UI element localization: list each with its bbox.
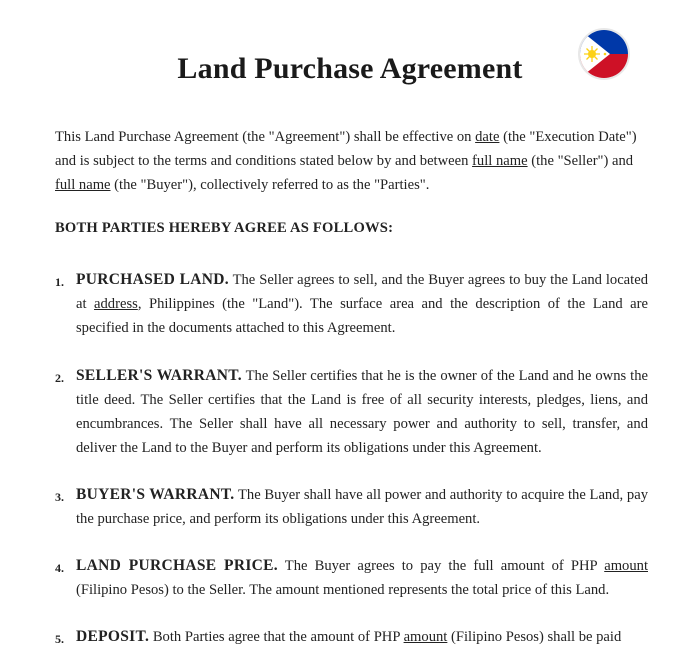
seller-name-placeholder[interactable]: full name — [472, 153, 528, 169]
document-title: Land Purchase Agreement — [177, 52, 523, 85]
intro-text: (the "Execution Date") and is subject to the terms and conditions stated below by and between — [55, 129, 637, 169]
clause-number: 1. — [55, 275, 64, 289]
section-heading: BOTH PARTIES HEREBY AGREE AS FOLLOWS: — [55, 220, 394, 236]
clause-body — [76, 625, 648, 649]
clause-body — [76, 554, 648, 602]
clause-deposit — [55, 625, 648, 649]
clause-text: (Filipino Pesos) to the Seller. The amount mentioned represents the total price of this Land. — [76, 582, 610, 598]
clause-text: The Buyer shall have all power and authority to acquire the Land, pay the purchase price, and perform its obligations under this Agreement. — [76, 487, 648, 527]
clause-number: 2. — [55, 371, 64, 385]
buyer-name-placeholder[interactable]: full name — [55, 177, 111, 193]
clause-title: BUYER'S WARRANT. — [76, 486, 235, 503]
clause-text: The Seller agrees to sell, and the Buyer agrees to buy the Land located at — [76, 272, 648, 312]
clause-number: 5. — [55, 632, 64, 646]
clause-title: LAND PURCHASE PRICE. — [76, 557, 278, 574]
clause-text: The Seller certifies that he is the owner of the Land and he owns the title deed. The Seller certifies that the Land is free of all security interests, pledges, liens, and encumbrances. The Seller shall have all necessary power and authority to sell, transfer, and deliver the Land to the Buyer and perform its obligations under this Agreement. — [76, 368, 648, 456]
clause-land-purchase-price — [55, 554, 648, 602]
clause-text: Both Parties agree that the amount of PHP — [149, 629, 404, 645]
clause-body — [76, 364, 648, 460]
clause-number: 4. — [55, 561, 64, 575]
clause-sellers-warrant — [55, 364, 648, 460]
intro-text: This Land Purchase Agreement (the "Agreement") shall be effective on — [55, 129, 476, 145]
address-placeholder[interactable]: address — [94, 296, 138, 312]
clause-title: PURCHASED LAND. — [76, 271, 229, 288]
clause-purchased-land — [55, 268, 648, 340]
clause-text: , Philippines (the "Land"). The surface area and the description of the Land are specified in the documents attached to this Agreement. — [76, 296, 648, 336]
amount-placeholder[interactable]: amount — [604, 558, 648, 574]
amount-placeholder[interactable]: amount — [403, 629, 448, 645]
clause-text: The Buyer agrees to pay the full amount of PHP — [277, 558, 605, 574]
clause-body — [76, 483, 648, 531]
intro-paragraph — [55, 125, 650, 197]
clause-body — [76, 268, 648, 340]
clause-text: (Filipino Pesos) shall be paid — [447, 629, 622, 645]
clause-buyers-warrant — [55, 483, 648, 531]
intro-text: (the "Buyer"), collectively referred to as the "Parties". — [110, 177, 430, 193]
date-placeholder[interactable]: date — [475, 129, 500, 145]
clause-number: 3. — [55, 490, 64, 504]
clause-title: DEPOSIT. — [76, 628, 150, 645]
clause-title: SELLER'S WARRANT. — [76, 367, 242, 384]
intro-text: (the "Seller") and — [527, 153, 634, 169]
